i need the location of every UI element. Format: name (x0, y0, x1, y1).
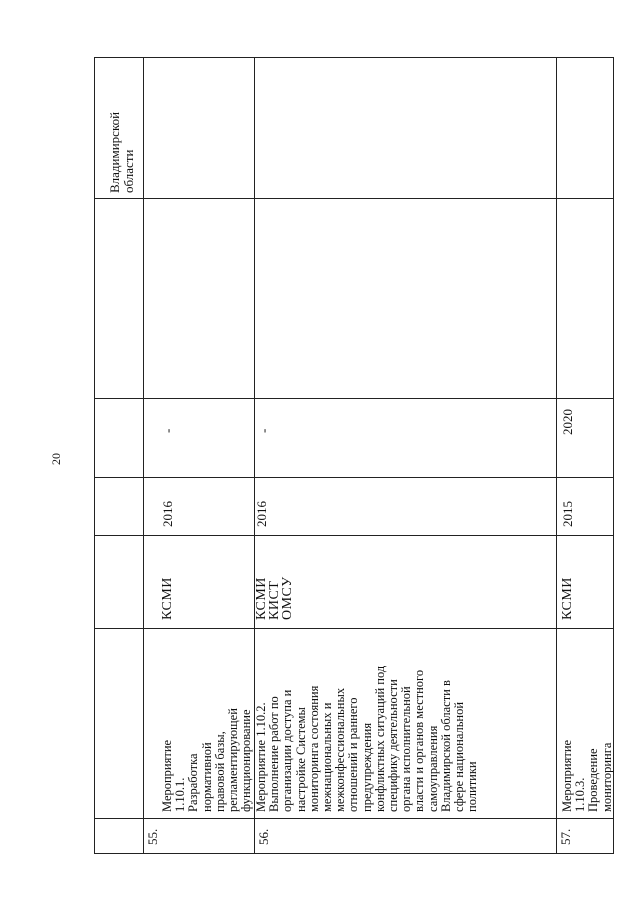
row-number: 56. (256, 828, 271, 845)
row-end-year: - (256, 428, 271, 433)
row-number: 57. (558, 828, 573, 845)
row-number: 55. (145, 828, 160, 845)
row-executors: КСМИ (160, 577, 175, 620)
header-region-text: Владимирской области (107, 111, 136, 193)
row-executors: КСМИ (560, 577, 575, 620)
row-executors: КСМИ КИСТ ОМСУ (254, 576, 296, 620)
table-row (253, 57, 555, 854)
row-name: Мероприятие 1.10.1. Разработка нормативной правовой базы, регламентирующей функционирование (160, 708, 253, 812)
header-region-cell (104, 57, 142, 197)
row-start-year: 2015 (560, 501, 575, 527)
row-start-year: 2016 (254, 501, 269, 527)
table-row (142, 57, 253, 854)
row-end-year: - (160, 428, 175, 433)
row-name: Мероприятие 1.10.3. Проведение мониторинга (560, 739, 614, 812)
table-row (555, 57, 614, 854)
row-name: Мероприятие 1.10.2. Выполнение работ по организации доступа и настройке Системы мониторинга состояния межнациональных и межконфессиональных отношений и раннего предупреждения конфликтных ситуаций под специфику деятельности органа исполнительной власти и органов местного самоуправления Владимирской области в сфере национальной политики (254, 665, 480, 812)
program-table (94, 57, 614, 854)
page-number: 20 (49, 453, 63, 465)
row-end-year: 2020 (560, 409, 575, 435)
row-start-year: 2016 (160, 501, 175, 527)
